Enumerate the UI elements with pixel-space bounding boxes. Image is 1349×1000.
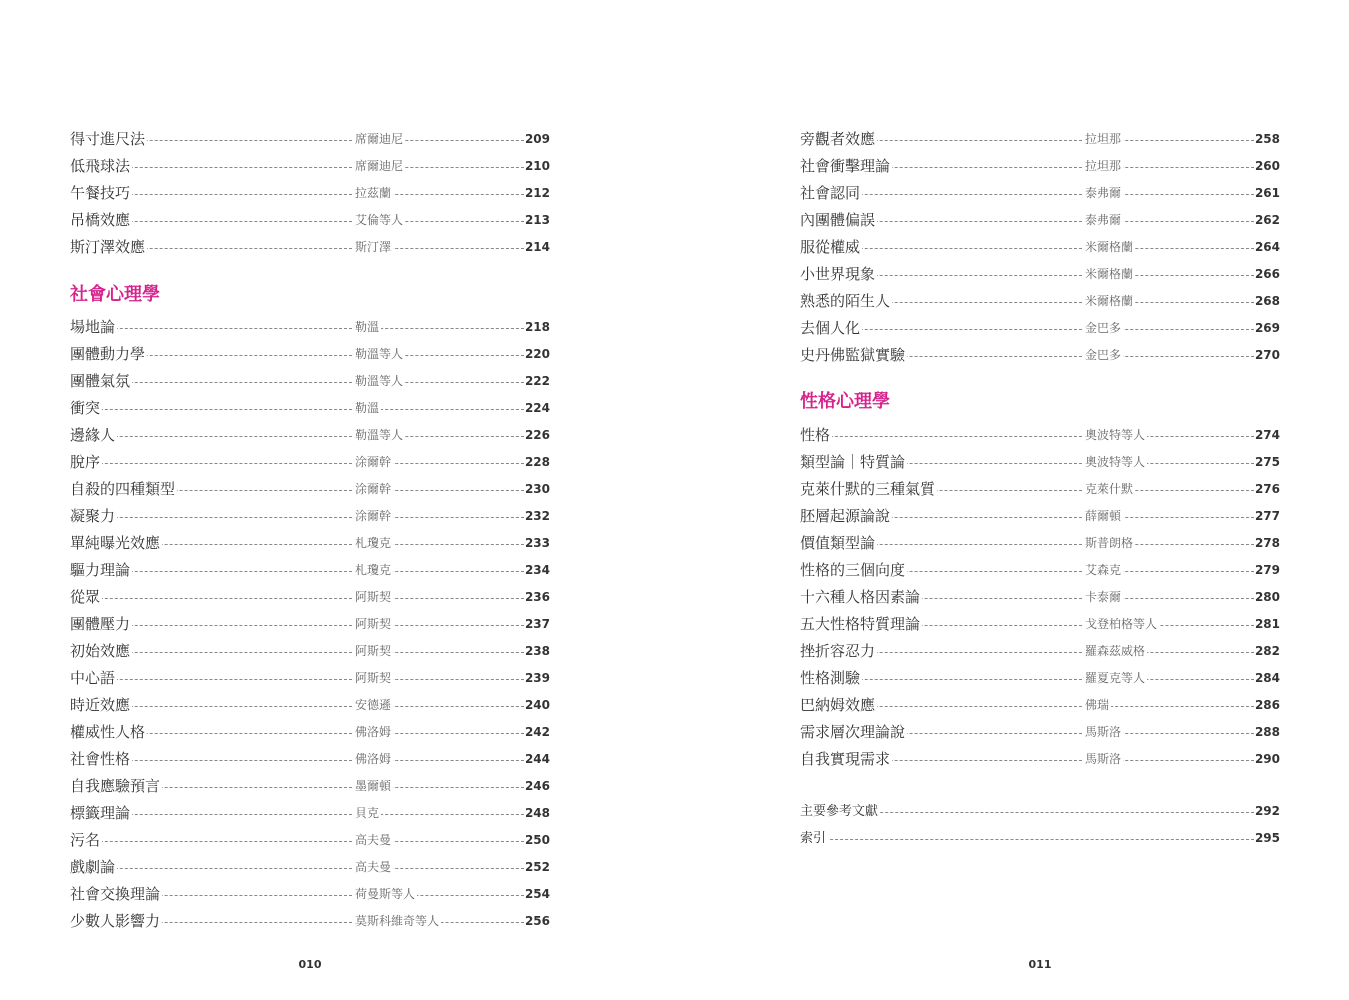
entry-title: 旁觀者效應 — [800, 126, 877, 153]
entry-title: 內團體偏誤 — [800, 207, 877, 234]
leader-dots — [70, 598, 352, 599]
entry-title: 熟悉的陌生人 — [800, 288, 892, 315]
entry-page-number: 284 — [1254, 671, 1280, 685]
entry-title: 性格的三個向度 — [800, 557, 907, 584]
page-number-right: 011 — [1028, 958, 1052, 971]
toc-entry[interactable] — [800, 692, 1280, 719]
entry-author: 勒溫等人 — [355, 341, 405, 368]
entry-author: 卡泰爾 — [1085, 584, 1123, 611]
entry-page-number: 250 — [524, 833, 550, 847]
entry-page-number: 276 — [1254, 482, 1280, 496]
entry-page-number: 261 — [1254, 186, 1280, 200]
entry-author: 金巴多 — [1085, 315, 1123, 342]
entry-title: 索引 — [800, 825, 828, 852]
entry-title: 邊緣人 — [70, 422, 117, 449]
entry-title: 衝突 — [70, 395, 102, 422]
entry-author: 莫斯科維奇等人 — [355, 908, 441, 935]
toc-entry[interactable] — [70, 854, 550, 881]
toc-entry[interactable] — [70, 800, 550, 827]
entry-page-number: 282 — [1254, 644, 1280, 658]
entry-page-number: 226 — [524, 428, 550, 442]
toc-entry[interactable] — [800, 665, 1280, 692]
entry-page-number: 234 — [524, 563, 550, 577]
entry-page-number: 212 — [524, 186, 550, 200]
entry-author: 奧波特等人 — [1085, 422, 1147, 449]
entry-author: 泰弗爾 — [1085, 180, 1123, 207]
entry-page-number: 209 — [524, 132, 550, 146]
entry-page-number: 266 — [1254, 267, 1280, 281]
entry-author: 札瓊克 — [355, 530, 393, 557]
entry-page-number: 210 — [524, 159, 550, 173]
entry-page-number: 256 — [524, 914, 550, 928]
entry-page-number: 238 — [524, 644, 550, 658]
toc-entry[interactable] — [70, 881, 550, 908]
entry-page-number: 290 — [1254, 752, 1280, 766]
entry-page-number: 292 — [1254, 804, 1280, 818]
toc-entry[interactable] — [800, 126, 1280, 153]
entry-title: 權威性人格 — [70, 719, 147, 746]
entry-author: 席爾迪尼 — [355, 153, 405, 180]
entry-page-number: 269 — [1254, 321, 1280, 335]
entry-page-number: 242 — [524, 725, 550, 739]
entry-author: 涂爾幹 — [355, 476, 393, 503]
entry-title: 吊橋效應 — [70, 207, 132, 234]
entry-author: 貝克 — [355, 800, 381, 827]
entry-author: 斯普朗格 — [1085, 530, 1135, 557]
leader-dots — [70, 463, 352, 464]
toc-entry[interactable] — [70, 773, 550, 800]
entry-title: 標籤理論 — [70, 800, 132, 827]
entry-page-number: 214 — [524, 240, 550, 254]
entry-author: 克萊什默 — [1085, 476, 1135, 503]
entry-title: 團體氣氛 — [70, 368, 132, 395]
section-heading-social-psychology: 社會心理學 — [70, 284, 160, 305]
toc-entry[interactable] — [70, 314, 550, 341]
entry-title: 驅力理論 — [70, 557, 132, 584]
toc-entry[interactable] — [800, 207, 1280, 234]
entry-title: 主要參考文獻 — [800, 798, 880, 825]
toc-entry[interactable] — [70, 449, 550, 476]
toc-entry[interactable] — [800, 261, 1280, 288]
toc-entry[interactable] — [800, 584, 1280, 611]
toc-entry[interactable] — [70, 746, 550, 773]
entry-author: 勒溫 — [355, 314, 381, 341]
leader-dots — [800, 436, 1082, 437]
toc-entry[interactable] — [800, 342, 1280, 369]
entry-author: 阿斯契 — [355, 584, 393, 611]
toc-entry[interactable] — [800, 449, 1280, 476]
entry-page-number: 239 — [524, 671, 550, 685]
entry-title: 中心語 — [70, 665, 117, 692]
entry-author: 高夫曼 — [355, 854, 393, 881]
toc-entry[interactable] — [70, 207, 550, 234]
toc-entry[interactable] — [800, 503, 1280, 530]
entry-page-number: 244 — [524, 752, 550, 766]
toc-list-block2 — [70, 314, 550, 935]
entry-author: 馬斯洛 — [1085, 746, 1123, 773]
entry-author: 佛洛姆 — [355, 746, 393, 773]
entry-title: 十六種人格因素論 — [800, 584, 922, 611]
toc-entry[interactable] — [800, 422, 1280, 449]
entry-author: 拉坦那 — [1085, 126, 1123, 153]
entry-title: 性格測驗 — [800, 665, 862, 692]
toc-entry[interactable] — [800, 825, 1280, 852]
entry-page-number: 279 — [1254, 563, 1280, 577]
toc-entry[interactable] — [70, 503, 550, 530]
entry-title: 污名 — [70, 827, 102, 854]
entry-title: 社會認同 — [800, 180, 862, 207]
entry-page-number: 236 — [524, 590, 550, 604]
entry-title: 團體壓力 — [70, 611, 132, 638]
entry-title: 需求層次理論說 — [800, 719, 907, 746]
entry-title: 少數人影響力 — [70, 908, 162, 935]
entry-author: 金巴多 — [1085, 342, 1123, 369]
toc-entry[interactable] — [800, 611, 1280, 638]
entry-page-number: 280 — [1254, 590, 1280, 604]
entry-page-number: 230 — [524, 482, 550, 496]
entry-title: 場地論 — [70, 314, 117, 341]
leader-dots — [70, 409, 352, 410]
toc-list-back-matter — [800, 798, 1280, 852]
toc-entry[interactable] — [70, 422, 550, 449]
toc-list-block1 — [70, 126, 550, 261]
entry-title: 團體動力學 — [70, 341, 147, 368]
entry-title: 挫折容忍力 — [800, 638, 877, 665]
toc-list-block2 — [800, 422, 1280, 773]
entry-title: 自我實現需求 — [800, 746, 892, 773]
right-page — [800, 0, 1280, 1000]
toc-entry[interactable] — [70, 908, 550, 935]
entry-page-number: 228 — [524, 455, 550, 469]
entry-title: 巴納姆效應 — [800, 692, 877, 719]
toc-entry[interactable] — [70, 584, 550, 611]
toc-entry[interactable] — [70, 827, 550, 854]
entry-page-number: 233 — [524, 536, 550, 550]
entry-title: 自我應驗預言 — [70, 773, 162, 800]
entry-page-number: 246 — [524, 779, 550, 793]
toc-entry[interactable] — [800, 234, 1280, 261]
entry-title: 史丹佛監獄實驗 — [800, 342, 907, 369]
entry-title: 去個人化 — [800, 315, 862, 342]
entry-title: 時近效應 — [70, 692, 132, 719]
entry-author: 佛洛姆 — [355, 719, 393, 746]
toc-entry[interactable] — [70, 692, 550, 719]
entry-author: 薛爾頓 — [1085, 503, 1123, 530]
entry-title: 服從權威 — [800, 234, 862, 261]
entry-author: 涂爾幹 — [355, 449, 393, 476]
entry-page-number: 288 — [1254, 725, 1280, 739]
entry-author: 馬斯洛 — [1085, 719, 1123, 746]
entry-title: 價值類型論 — [800, 530, 877, 557]
toc-entry[interactable] — [800, 288, 1280, 315]
entry-author: 荷曼斯等人 — [355, 881, 417, 908]
entry-page-number: 274 — [1254, 428, 1280, 442]
toc-entry[interactable] — [800, 557, 1280, 584]
toc-entry[interactable] — [70, 234, 550, 261]
entry-title: 五大性格特質理論 — [800, 611, 922, 638]
entry-page-number: 232 — [524, 509, 550, 523]
entry-page-number: 222 — [524, 374, 550, 388]
toc-entry[interactable] — [70, 180, 550, 207]
entry-page-number: 270 — [1254, 348, 1280, 362]
toc-entry[interactable] — [800, 798, 1280, 825]
toc-entry[interactable] — [70, 665, 550, 692]
toc-entry[interactable] — [70, 638, 550, 665]
toc-entry[interactable] — [70, 611, 550, 638]
entry-title: 社會性格 — [70, 746, 132, 773]
entry-title: 得寸進尺法 — [70, 126, 147, 153]
entry-title: 低飛球法 — [70, 153, 132, 180]
entry-author: 安德遜 — [355, 692, 393, 719]
entry-author: 羅夏克等人 — [1085, 665, 1147, 692]
entry-page-number: 254 — [524, 887, 550, 901]
entry-author: 艾森克 — [1085, 557, 1123, 584]
entry-title: 類型論｜特質論 — [800, 449, 907, 476]
toc-entry[interactable] — [800, 315, 1280, 342]
entry-author: 羅森茲威格 — [1085, 638, 1147, 665]
entry-page-number: 295 — [1254, 831, 1280, 845]
toc-entry[interactable] — [70, 153, 550, 180]
entry-page-number: 277 — [1254, 509, 1280, 523]
entry-page-number: 278 — [1254, 536, 1280, 550]
entry-author: 拉茲蘭 — [355, 180, 393, 207]
entry-author: 米爾格蘭 — [1085, 261, 1135, 288]
entry-page-number: 286 — [1254, 698, 1280, 712]
entry-author: 米爾格蘭 — [1085, 234, 1135, 261]
entry-title: 自殺的四種類型 — [70, 476, 177, 503]
entry-page-number: 275 — [1254, 455, 1280, 469]
entry-author: 阿斯契 — [355, 665, 393, 692]
entry-title: 脫序 — [70, 449, 102, 476]
entry-author: 奧波特等人 — [1085, 449, 1147, 476]
entry-author: 高夫曼 — [355, 827, 393, 854]
entry-author: 佛瑞 — [1085, 692, 1111, 719]
toc-entry[interactable] — [70, 719, 550, 746]
toc-entry[interactable] — [800, 476, 1280, 503]
entry-page-number: 264 — [1254, 240, 1280, 254]
entry-author: 戈登柏格等人 — [1085, 611, 1159, 638]
entry-author: 拉坦那 — [1085, 153, 1123, 180]
toc-entry[interactable] — [70, 476, 550, 503]
entry-title: 斯汀澤效應 — [70, 234, 147, 261]
entry-title: 午餐技巧 — [70, 180, 132, 207]
entry-page-number: 237 — [524, 617, 550, 631]
page-number-left: 010 — [298, 958, 322, 971]
entry-author: 斯汀澤 — [355, 234, 393, 261]
entry-page-number: 224 — [524, 401, 550, 415]
entry-author: 席爾迪尼 — [355, 126, 405, 153]
entry-page-number: 258 — [1254, 132, 1280, 146]
entry-author: 涂爾幹 — [355, 503, 393, 530]
entry-title: 胚層起源論說 — [800, 503, 892, 530]
entry-title: 克萊什默的三種氣質 — [800, 476, 937, 503]
leader-dots — [70, 841, 352, 842]
toc-list-block1 — [800, 126, 1280, 369]
entry-author: 勒溫等人 — [355, 368, 405, 395]
left-page — [70, 0, 550, 1000]
entry-page-number: 213 — [524, 213, 550, 227]
entry-page-number: 218 — [524, 320, 550, 334]
entry-page-number: 248 — [524, 806, 550, 820]
entry-author: 艾倫等人 — [355, 207, 405, 234]
toc-entry[interactable] — [800, 746, 1280, 773]
entry-title: 單純曝光效應 — [70, 530, 162, 557]
entry-author: 札瓊克 — [355, 557, 393, 584]
entry-title: 性格 — [800, 422, 832, 449]
entry-title: 初始效應 — [70, 638, 132, 665]
entry-title: 社會衝擊理論 — [800, 153, 892, 180]
entry-title: 從眾 — [70, 584, 102, 611]
entry-page-number: 260 — [1254, 159, 1280, 173]
toc-entry[interactable] — [800, 153, 1280, 180]
toc-entry[interactable] — [70, 557, 550, 584]
entry-page-number: 220 — [524, 347, 550, 361]
toc-entry[interactable] — [800, 530, 1280, 557]
entry-author: 墨爾頓 — [355, 773, 393, 800]
toc-entry[interactable] — [70, 530, 550, 557]
entry-page-number: 240 — [524, 698, 550, 712]
section-heading-personality-psychology: 性格心理學 — [800, 391, 890, 412]
entry-author: 米爾格蘭 — [1085, 288, 1135, 315]
entry-author: 阿斯契 — [355, 611, 393, 638]
entry-page-number: 281 — [1254, 617, 1280, 631]
entry-title: 凝聚力 — [70, 503, 117, 530]
toc-entry[interactable] — [800, 180, 1280, 207]
entry-page-number: 252 — [524, 860, 550, 874]
entry-author: 勒溫等人 — [355, 422, 405, 449]
toc-entry[interactable] — [70, 126, 550, 153]
entry-page-number: 262 — [1254, 213, 1280, 227]
toc-entry[interactable] — [70, 341, 550, 368]
entry-page-number: 268 — [1254, 294, 1280, 308]
entry-title: 戲劇論 — [70, 854, 117, 881]
entry-author: 泰弗爾 — [1085, 207, 1123, 234]
leader-dots — [800, 839, 1254, 840]
entry-title: 社會交換理論 — [70, 881, 162, 908]
entry-author: 阿斯契 — [355, 638, 393, 665]
toc-entry[interactable] — [70, 368, 550, 395]
toc-entry[interactable] — [800, 719, 1280, 746]
toc-entry[interactable] — [70, 395, 550, 422]
entry-author: 勒溫 — [355, 395, 381, 422]
toc-entry[interactable] — [800, 638, 1280, 665]
entry-title: 小世界現象 — [800, 261, 877, 288]
